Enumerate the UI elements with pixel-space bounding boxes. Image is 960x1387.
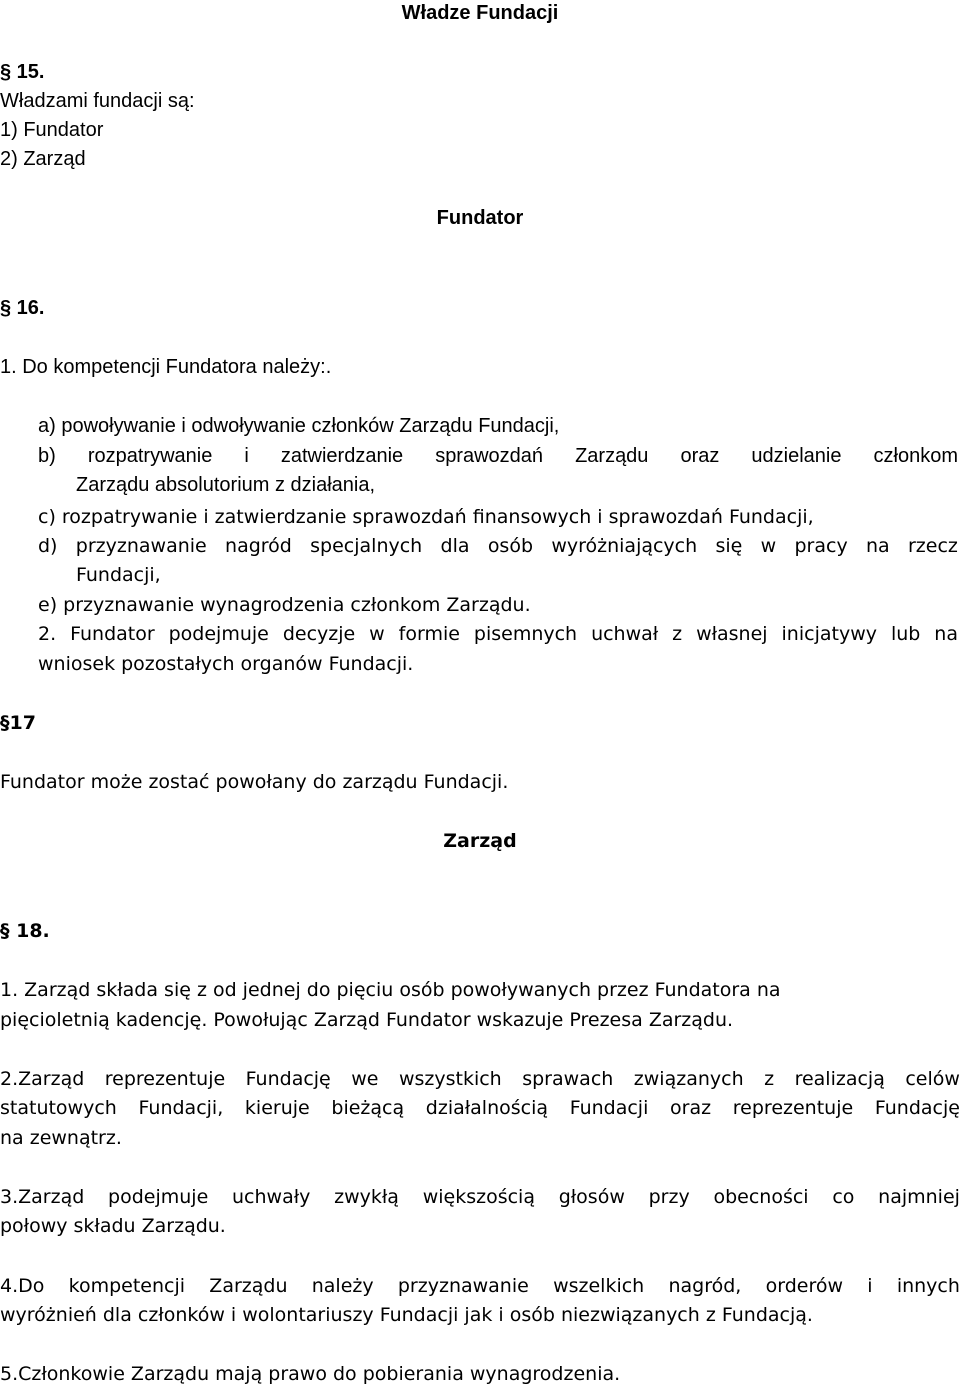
item-d-line-1: d) przyznawanie nagród specjalnych dla osób wyróżniających się w pracy na rzecz <box>38 535 958 557</box>
section-18-p3-line-2: połowy składu Zarządu. <box>0 1215 226 1237</box>
section-18-p1-line-1: 1. Zarząd składa się z od jednej do pięciu osób powoływanych przez Fundatora na <box>0 979 781 1001</box>
item-a: a) powoływanie i odwoływanie członków Zarządu Fundacji, <box>38 415 560 437</box>
section-18-number: § 18. <box>0 920 50 942</box>
section-16-p1-intro: 1. Do kompetencji Fundatora należy:. <box>0 356 332 378</box>
section-15-number: § 15. <box>0 61 45 83</box>
section-18-p2-line-3: na zewnątrz. <box>0 1127 122 1149</box>
item-c: c) rozpatrywanie i zatwierdzanie sprawozdań finansowych i sprawozdań Fundacji, <box>38 506 814 528</box>
fundator-heading: Fundator <box>436 207 524 229</box>
section-15-intro: Władzami fundacji są: <box>0 90 195 112</box>
section-15-item-1: 1) Fundator <box>0 119 104 141</box>
section-16-p2-line-1: 2. Fundator podejmuje decyzje w formie pisemnych uchwał z własnej inicjatywy lub na <box>38 623 958 645</box>
item-b-line-2: Zarządu absolutorium z działania, <box>76 474 376 496</box>
section-15-item-2: 2) Zarząd <box>0 148 86 170</box>
section-16-number: § 16. <box>0 297 45 319</box>
section-18-p1-line-2: pięcioletnią kadencję. Powołując Zarząd Fundator wskazuje Prezesa Zarządu. <box>0 1009 734 1031</box>
zarzad-heading: Zarząd <box>443 830 517 852</box>
section-16-p2-line-2: wniosek pozostałych organów Fundacji. <box>38 653 414 675</box>
item-d-line-2: Fundacji, <box>76 564 161 586</box>
section-18-p5: 5.Członkowie Zarządu mają prawo do pobierania wynagrodzenia. <box>0 1363 621 1385</box>
section-18-p2-line-1: 2.Zarząd reprezentuje Fundację we wszystkich sprawach związanych z realizacją celów <box>0 1068 960 1090</box>
section-17-number: §17 <box>0 712 36 734</box>
section-18-p3-line-1: 3.Zarząd podejmuje uchwały zwykłą większością głosów przy obecności co najmniej <box>0 1186 960 1208</box>
section-18-p2-line-2: statutowych Fundacji, kieruje bieżącą działalnością Fundacji oraz reprezentuje Fundację <box>0 1097 960 1119</box>
page-title: Władze Fundacji <box>401 2 559 24</box>
section-17-text: Fundator może zostać powołany do zarządu Fundacji. <box>0 771 509 793</box>
section-18-p4-line-2: wyróżnień dla członków i wolontariuszy Fundacji jak i osób niezwiązanych z Fundacją. <box>0 1304 813 1326</box>
item-b-line-1: b) rozpatrywanie i zatwierdzanie sprawozdań Zarządu oraz udzielanie członkom <box>38 445 958 467</box>
item-e: e) przyznawanie wynagrodzenia członkom Zarządu. <box>38 594 531 616</box>
section-18-p4-line-1: 4.Do kompetencji Zarządu należy przyznawanie wszelkich nagród, orderów i innych <box>0 1275 960 1297</box>
